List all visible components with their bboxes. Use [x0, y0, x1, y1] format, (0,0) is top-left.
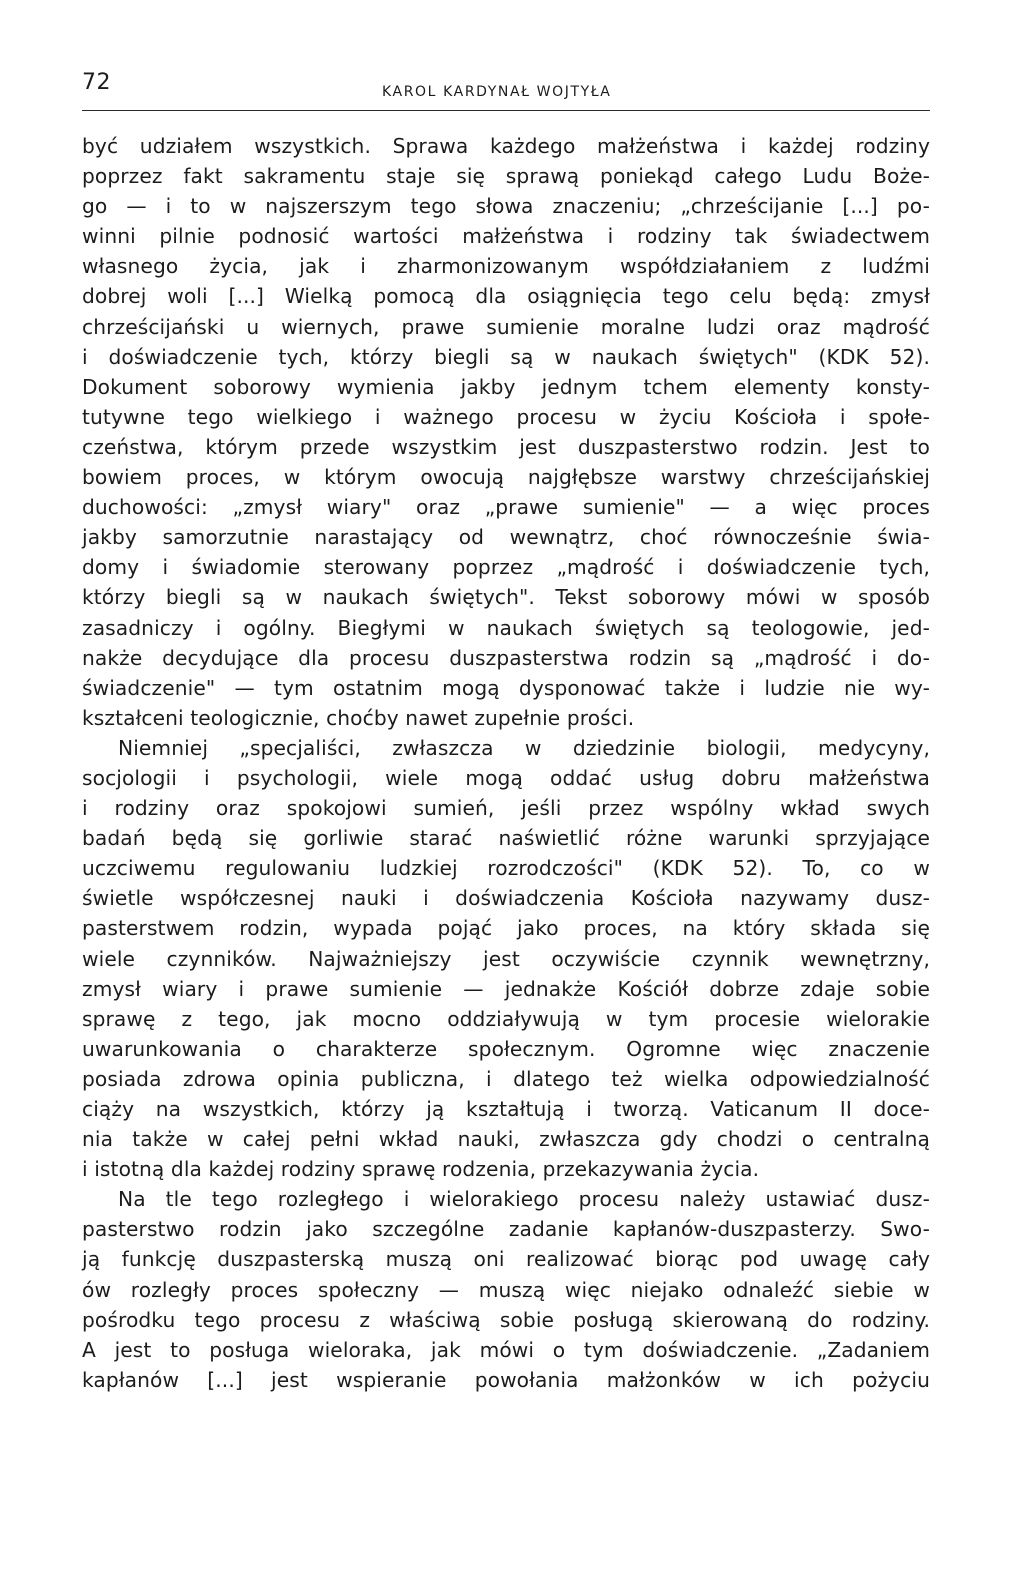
header-rule: [82, 110, 930, 111]
text-line: go — i to w najszerszym tego słowa znaczeniu; „chrześcijanie [...] po-: [82, 194, 930, 219]
paragraph-last-line: kształceni teologicznie, choćby nawet zupełnie prości.: [82, 705, 635, 730]
text-line: tutywne tego wielkiego i ważnego procesu w życiu Kościoła i społe-: [82, 404, 930, 429]
text-line: pośrodku tego procesu z właściwą sobie posługą skierowaną do rodziny.: [82, 1307, 930, 1332]
text-line: chrześcijański u wiernych, prawe sumienie moralne ludzi oraz mądrość: [82, 314, 930, 339]
text-line: być udziałem wszystkich. Sprawa każdego małżeństwa i każdej rodziny: [82, 134, 930, 158]
text-line: winni pilnie podnosić wartości małżeństwa i rodziny tak świadectwem: [82, 224, 930, 249]
text-line: czeństwa, którym przede wszystkim jest duszpasterstwo rodzin. Jest to: [82, 434, 930, 459]
body-text: [82, 131, 930, 1395]
text-line: ją funkcję duszpasterską muszą oni realizować biorąc pod uwagę cały: [82, 1247, 930, 1272]
text-line: uwarunkowania o charakterze społecznym. Ogromne więc znaczenie: [82, 1036, 930, 1061]
text-line: posiada zdrowa opinia publiczna, i dlatego też wielka odpowiedzialność: [82, 1066, 930, 1091]
paragraph-first-line: Na tle tego rozległego i wielorakiego procesu należy ustawiać dusz-: [118, 1187, 930, 1212]
paragraph-first-line: Niemniej „specjaliści, zwłaszcza w dziedzinie biologii, medycyny,: [118, 735, 930, 760]
text-line: którzy biegli są w naukach świętych". Tekst soborowy mówi w sposób: [82, 585, 930, 610]
text-line: nakże decydujące dla procesu duszpasterstwa rodzin są „mądrość i do-: [82, 645, 930, 670]
page-number: 72: [82, 70, 111, 95]
text-line: sprawę z tego, jak mocno oddziaływują w tym procesie wielorakie: [82, 1006, 930, 1031]
text-line: i rodziny oraz spokojowi sumień, jeśli przez wspólny wkład swych: [82, 796, 930, 821]
text-line: dobrej woli [...] Wielką pomocą dla osiągnięcia tego celu będą: zmysł: [82, 284, 930, 309]
text-line: kapłanów [...] jest wspieranie powołania małżonków w ich pożyciu: [82, 1367, 930, 1392]
text-line: wiele czynników. Najważniejszy jest oczywiście czynnik wewnętrzny,: [82, 946, 930, 971]
text-line: zasadniczy i ogólny. Biegłymi w naukach świętych są teologowie, jed-: [82, 615, 930, 640]
text-line: nia także w całej pełni wkład nauki, zwłaszcza gdy chodzi o centralną: [82, 1127, 930, 1152]
text-line: jakby samorzutnie narastający od wewnątrz, choć równocześnie świa-: [82, 525, 930, 550]
text-line: i doświadczenie tych, którzy biegli są w naukach świętych" (KDK 52).: [82, 344, 930, 369]
text-line: bowiem proces, w którym owocują najgłębsze warstwy chrześcijańskiej: [82, 465, 930, 490]
text-line: świadczenie" — tym ostatnim mogą dysponować także i ludzie nie wy-: [82, 675, 930, 700]
text-line: własnego życia, jak i zharmonizowanym współdziałaniem z ludźmi: [82, 254, 930, 279]
text-line: pasterstwem rodzin, wypada pojąć jako proces, na który składa się: [82, 916, 930, 941]
text-line: socjologii i psychologii, wiele mogą oddać usług dobru małżeństwa: [82, 765, 930, 790]
text-line: ów rozległy proces społeczny — muszą więc niejako odnaleźć siebie w: [82, 1277, 930, 1302]
page-header: [82, 70, 930, 110]
text-line: zmysł wiary i prawe sumienie — jednakże Kościół dobrze zdaje sobie: [82, 976, 930, 1001]
text-line: Dokument soborowy wymienia jakby jednym tchem elementy konsty-: [82, 374, 930, 399]
text-line: pasterstwo rodzin jako szczególne zadanie kapłanów-duszpasterzy. Swo-: [82, 1217, 930, 1242]
text-line: badań będą się gorliwie starać naświetlić różne warunki sprzyjające: [82, 826, 930, 851]
text-line: A jest to posługa wieloraka, jak mówi o tym doświadczenie. „Zadaniem: [82, 1337, 930, 1362]
text-line: poprzez fakt sakramentu staje się sprawą poniekąd całego Ludu Boże-: [82, 164, 930, 189]
text-line: świetle współczesnej nauki i doświadczenia Kościoła nazywamy dusz-: [82, 886, 930, 911]
text-line: duchowości: „zmysł wiary" oraz „prawe sumienie" — a więc proces: [82, 495, 930, 520]
paragraph-last-line: i istotną dla każdej rodziny sprawę rodzenia, przekazywania życia.: [82, 1157, 760, 1182]
text-line: uczciwemu regulowaniu ludzkiej rozrodczości" (KDK 52). To, co w: [82, 856, 930, 881]
running-head: KAROL KARDYNAŁ WOJTYŁA: [382, 84, 612, 100]
text-line: ciąży na wszystkich, którzy ją kształtują i tworzą. Vaticanum II doce-: [82, 1097, 930, 1121]
text-line: domy i świadomie sterowany poprzez „mądrość i doświadczenie tych,: [82, 555, 930, 580]
